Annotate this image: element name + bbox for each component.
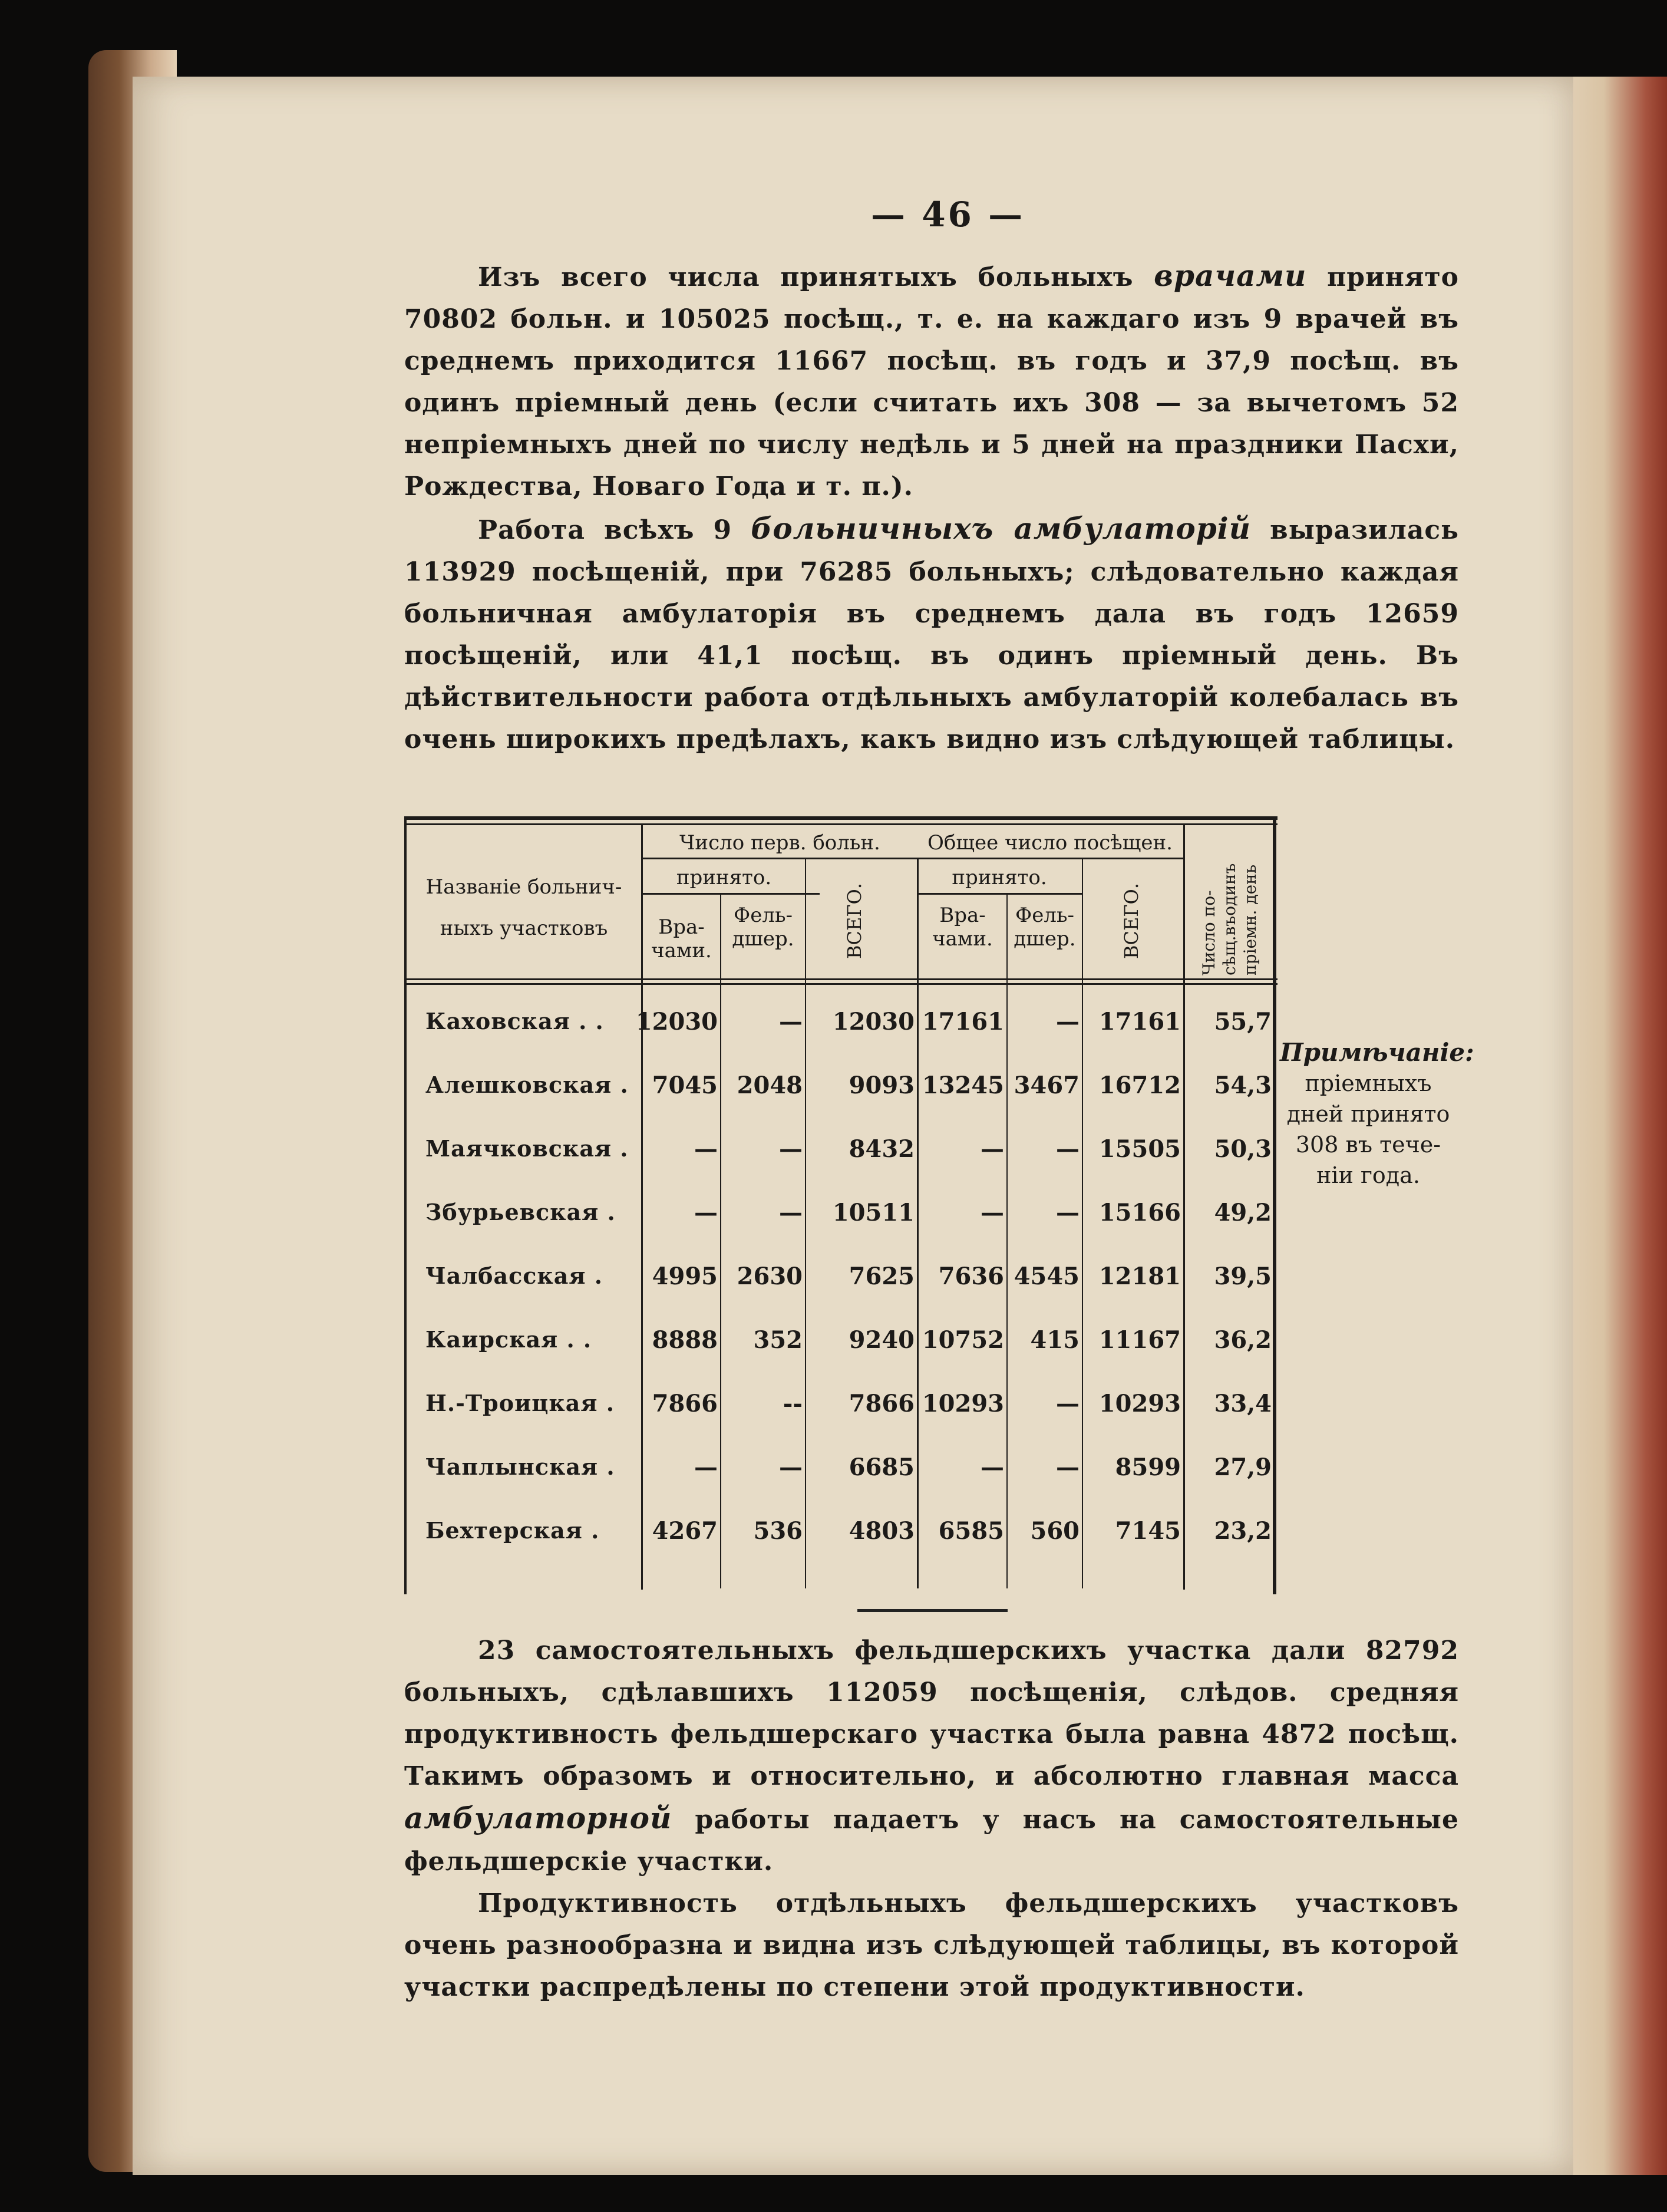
- table-cell: —: [981, 1199, 1004, 1227]
- table-cell: 11167: [1098, 1326, 1181, 1354]
- table-cell: 12181: [1098, 1262, 1181, 1290]
- table-cell: —: [694, 1453, 718, 1481]
- table-cell: 6585: [938, 1517, 1004, 1545]
- row-name: Збурьевская .: [425, 1199, 616, 1225]
- group-header-rule: [643, 858, 1185, 859]
- row-name: Алешковская .: [425, 1072, 629, 1098]
- table-cell: 560: [1030, 1517, 1080, 1545]
- row-name: Каирская . .: [425, 1326, 592, 1353]
- paragraph-text: Продуктивность отдѣльныхъ фельдшерскихъ участковъ очень разнообразна и видна изъ слѣдующей таблицы, въ которой участки распредѣлены по степени этой продуктивности.: [404, 1888, 1459, 2002]
- note-line-3: 308 въ тече-: [1295, 1132, 1441, 1158]
- feldsher-header-line1: Фель-: [734, 904, 793, 927]
- total-header-1: ВСЕГО.: [843, 883, 866, 960]
- table-cell: 13245: [922, 1072, 1004, 1099]
- doctors-header-1: [643, 915, 720, 962]
- table-cell: —: [1056, 1453, 1080, 1481]
- table-cell: 7625: [849, 1262, 915, 1290]
- bottom-text-block: [404, 1630, 1459, 2008]
- table-cell: --: [783, 1390, 803, 1417]
- table-cell: 4803: [849, 1517, 915, 1545]
- table-cell: 55,7: [1214, 1008, 1272, 1036]
- table-cell: —: [779, 1008, 803, 1036]
- table-cell: 17161: [922, 1008, 1004, 1036]
- paragraph-text: Работа всѣхъ 9: [478, 515, 751, 545]
- table-cell: 4267: [652, 1517, 718, 1545]
- table-cell: —: [1056, 1135, 1080, 1163]
- per-day-header: [1188, 828, 1270, 975]
- table-cell: 7636: [938, 1262, 1004, 1290]
- table-cell: —: [779, 1453, 803, 1481]
- doctors-header-line2: чами.: [651, 939, 712, 962]
- table-cell: —: [1056, 1199, 1080, 1227]
- paragraph: [404, 1630, 1459, 1883]
- doctors-header-line1: Вра-: [658, 915, 705, 939]
- feldsher-header-line2: дшер.: [1014, 927, 1076, 951]
- accepted-header-1: принято.: [676, 866, 772, 889]
- table-cell: 15166: [1098, 1199, 1181, 1227]
- accepted-rule-2: [917, 893, 1082, 895]
- table-cell: 10293: [922, 1390, 1004, 1417]
- table-cell: —: [779, 1135, 803, 1163]
- feldsher-header-line1: Фель-: [1015, 904, 1074, 927]
- total-header-2: ВСЕГО.: [1120, 883, 1143, 960]
- page-number: — 46 —: [871, 195, 1025, 235]
- paragraph-text: принято 70802 больн. и 105025 посѣщ., т. е. на каждаго изъ 9 врачей въ среднемъ приходится 11667 посѣщ. въ годъ и 37,9 посѣщ. въ одинъ пріемный день (если считать ихъ 308 — за вычетомъ 52 непріемныхъ дней по числу недѣль и 5 дней на праздники Пасхи, Рождества, Новаго Года и т. п.).: [404, 262, 1459, 502]
- col-rule-7: [1183, 823, 1185, 1590]
- section-divider: [857, 1609, 1008, 1612]
- col-rule-4: [917, 858, 919, 1588]
- table-cell: —: [694, 1199, 718, 1227]
- col-rule-2: [720, 893, 721, 1588]
- feldsher-header-1: [721, 904, 805, 951]
- table-cell: 415: [1030, 1326, 1080, 1354]
- per-day-header-line3: пріемн. день: [1240, 864, 1260, 975]
- note-title: Примѣчаніе:: [1280, 1038, 1474, 1067]
- table-cell: 10511: [832, 1199, 915, 1227]
- group2-header: Общее число посѣщен.: [927, 831, 1173, 855]
- table-cell: 2048: [737, 1072, 803, 1099]
- name-col-header-2: ныхъ участковъ: [440, 917, 608, 940]
- row-name: Бехтерская .: [425, 1517, 600, 1544]
- table-cell: 4995: [652, 1262, 718, 1290]
- table-cell: 23,2: [1214, 1517, 1272, 1545]
- table-cell: 54,3: [1214, 1072, 1272, 1099]
- accepted-rule-1: [643, 893, 820, 895]
- table-cell: 2630: [737, 1262, 803, 1290]
- col-rule-8: [1273, 816, 1276, 1594]
- table-cell: 39,5: [1214, 1262, 1272, 1290]
- table-cell: 6685: [849, 1453, 915, 1481]
- table-cell: 3467: [1014, 1072, 1080, 1099]
- table-cell: 33,4: [1214, 1390, 1272, 1417]
- table-cell: 36,2: [1214, 1326, 1272, 1354]
- doctors-header-2: [919, 904, 1006, 951]
- emphasis-text: врачами: [1154, 258, 1307, 293]
- table-cell: —: [1056, 1390, 1080, 1417]
- table-cell: 27,9: [1214, 1453, 1272, 1481]
- paragraph-text: выразилась 113929 посѣщеній, при 76285 больныхъ; слѣдовательно каждая больничная амбулаторія въ среднемъ дала въ годъ 12659 посѣщеній, или 41,1 посѣщ. въ одинъ пріемный день. Въ дѣйствительности работа отдѣльныхъ амбулаторій колебалась въ очень широкихъ предѣлахъ, какъ видно изъ слѣдующей таблицы.: [404, 515, 1459, 754]
- table-cell: —: [779, 1199, 803, 1227]
- header-bottom-rule-2: [404, 983, 1278, 985]
- top-text-block: [404, 255, 1459, 760]
- table-cell: 12030: [635, 1008, 718, 1036]
- paragraph: [404, 1883, 1459, 2008]
- emphasis-text: больничныхъ амбулаторій: [751, 511, 1252, 546]
- table-cell: —: [981, 1453, 1004, 1481]
- paragraph: [404, 255, 1459, 507]
- table-cell: 10752: [922, 1326, 1004, 1354]
- row-name: Н.-Троицкая .: [425, 1390, 615, 1416]
- per-day-header-line2: сѣщ.въодинъ: [1219, 863, 1239, 975]
- table-cell: 7045: [652, 1072, 718, 1099]
- table-cell: 7145: [1115, 1517, 1181, 1545]
- table-cell: 7866: [849, 1390, 915, 1417]
- note-line-1: пріемныхъ: [1305, 1070, 1432, 1096]
- table-cell: 10293: [1098, 1390, 1181, 1417]
- table-cell: —: [694, 1135, 718, 1163]
- table-cell: 8599: [1115, 1453, 1181, 1481]
- emphasis-text: амбулаторной: [404, 1801, 672, 1835]
- note-line-4: ніи года.: [1316, 1162, 1420, 1188]
- table-cell: —: [1056, 1008, 1080, 1036]
- table-note: [1280, 1037, 1474, 1191]
- row-name: Маячковская .: [425, 1135, 629, 1162]
- table-cell: 8888: [652, 1326, 718, 1354]
- header-bottom-rule: [404, 978, 1278, 980]
- per-day-header-line1: Число по-: [1199, 890, 1219, 975]
- col-rule-3: [805, 858, 806, 1588]
- table-cell: 9093: [849, 1072, 915, 1099]
- paragraph: [404, 507, 1459, 760]
- paragraph-text: Изъ всего числа принятыхъ больныхъ: [478, 262, 1154, 292]
- table-top-rule: [404, 816, 1278, 820]
- group1-header: Число перв. больн.: [679, 831, 880, 855]
- doctors-header-line1: Вра-: [939, 904, 986, 927]
- table-cell: 15505: [1098, 1135, 1181, 1163]
- table-cell: 536: [753, 1517, 803, 1545]
- table-cell: 17161: [1098, 1008, 1181, 1036]
- table-top-rule-thin: [404, 823, 1278, 825]
- table-cell: 9240: [849, 1326, 915, 1354]
- doctors-header-line2: чами.: [932, 927, 993, 951]
- table-cell: 12030: [832, 1008, 915, 1036]
- table-cell: —: [981, 1135, 1004, 1163]
- table-cell: 4545: [1014, 1262, 1080, 1290]
- accepted-header-2: принято.: [952, 866, 1047, 889]
- table-cell: 7866: [652, 1390, 718, 1417]
- table-cell: 16712: [1098, 1072, 1181, 1099]
- hospital-ambulatory-table: [404, 816, 1278, 1594]
- table-cell: 8432: [849, 1135, 915, 1163]
- paragraph-text: 23 самостоятельныхъ фельдшерскихъ участка дали 82792 больныхъ, сдѣлавшихъ 112059 посѣщенія, слѣдов. средняя продуктивность фельдшерскаго участка была равна 4872 посѣщ. Такимъ образомъ и относительно, и абсолютно главная масса: [404, 1636, 1459, 1791]
- col-rule-6: [1082, 858, 1083, 1588]
- table-cell: 49,2: [1214, 1199, 1272, 1227]
- feldsher-header-line2: дшер.: [732, 927, 794, 951]
- feldsher-header-2: [1008, 904, 1082, 951]
- paragraph-text: работы падаетъ у насъ на самостоятельные фельдшерскіе участки.: [404, 1805, 1459, 1877]
- table-cell: 50,3: [1214, 1135, 1272, 1163]
- name-col-header-1: Названіе больнич-: [425, 875, 622, 899]
- col-rule-5: [1006, 893, 1008, 1588]
- table-cell: 352: [753, 1326, 803, 1354]
- row-name: Чалбасская .: [425, 1262, 603, 1289]
- row-name: Чаплынская .: [425, 1453, 615, 1480]
- note-line-2: дней принято: [1286, 1101, 1450, 1127]
- next-page-edge: [1562, 77, 1667, 2175]
- row-name: Каховская . .: [425, 1008, 604, 1034]
